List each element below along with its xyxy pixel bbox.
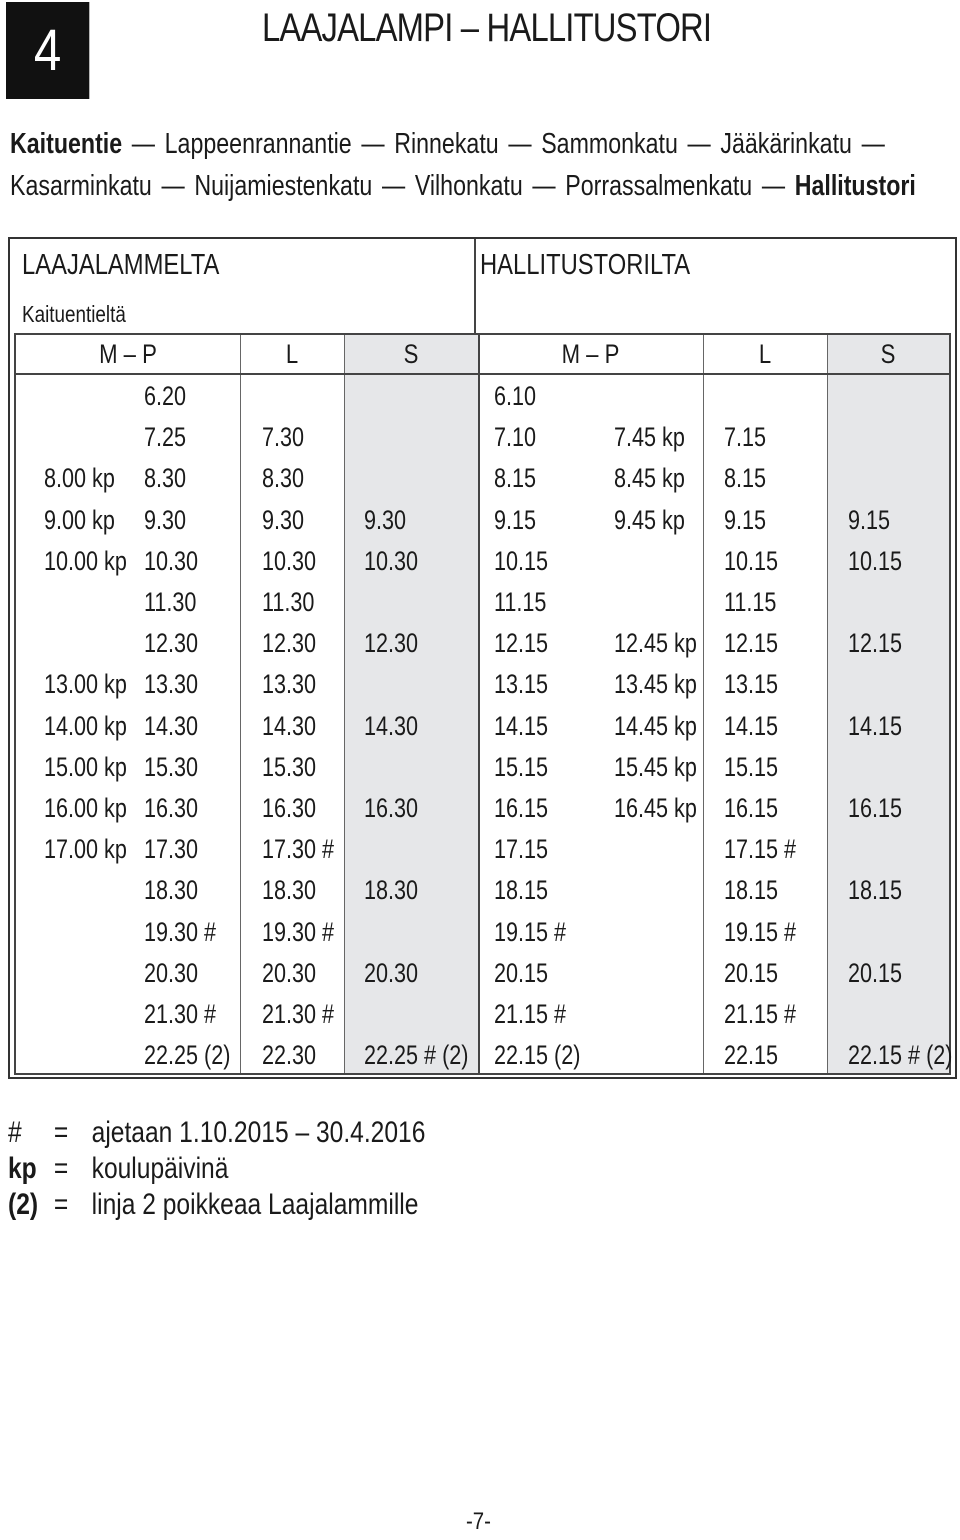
departure-time: 9.15 [494, 504, 537, 535]
day-label: S [880, 339, 896, 369]
street-separator: — [681, 128, 718, 160]
departure-time: 14.00 kp [44, 710, 127, 741]
legend-equals: = [53, 1188, 69, 1221]
street-separator: — [155, 170, 192, 202]
departure-time: 17.15 # [724, 834, 797, 865]
departure-time: 13.30 [262, 669, 317, 700]
legend-symbol: kp [8, 1152, 37, 1185]
departure-time: 11.15 [724, 587, 777, 617]
departure-time: 15.15 [724, 751, 779, 782]
departure-time: 21.15 # [724, 999, 797, 1029]
departure-time: 17.15 [494, 834, 549, 865]
departure-time: 20.15 [724, 957, 779, 988]
departure-time: 13.30 [144, 669, 199, 700]
departure-time: 10.00 kp [44, 545, 127, 576]
departure-time: 7.10 [494, 422, 537, 453]
departure-time: 12.15 [724, 628, 779, 659]
departure-time: 17.30 # [262, 834, 335, 865]
departure-time: 8.45 kp [614, 463, 685, 494]
departure-time: 15.45 kp [614, 751, 697, 782]
legend [8, 1115, 425, 1223]
departure-time: 7.45 kp [614, 422, 685, 453]
departure-time: 20.30 [144, 957, 199, 988]
departure-time: 18.30 [262, 875, 317, 906]
departure-time: 8.30 [144, 463, 187, 494]
legend-text: koulupäivinä [91, 1152, 229, 1185]
departure-time: 8.00 kp [44, 463, 115, 494]
departure-time: 18.15 [848, 875, 903, 906]
street-name: Kaituentie [10, 128, 123, 160]
departure-time: 18.15 [724, 875, 779, 906]
departure-time: 13.15 [494, 669, 549, 700]
departure-time: 12.15 [848, 628, 903, 659]
departure-time: 16.00 kp [44, 793, 127, 823]
departure-time: 9.30 [364, 504, 407, 535]
departure-time: 15.30 [144, 751, 199, 782]
departure-time: 9.15 [724, 504, 767, 535]
departure-time: 14.45 kp [614, 710, 697, 741]
departure-time: 9.30 [262, 504, 305, 535]
legend-equals: = [53, 1116, 69, 1149]
departure-time: 16.30 [262, 793, 317, 823]
departure-time: 16.30 [364, 793, 419, 823]
departure-time: 12.45 kp [614, 628, 697, 659]
departure-time: 10.30 [144, 545, 199, 576]
departure-time: 19.30 # [144, 916, 217, 947]
departure-time: 10.15 [494, 545, 549, 576]
departure-time: 22.15 # (2) [848, 1040, 953, 1071]
legend-equals: = [53, 1152, 69, 1185]
departure-time: 9.45 kp [614, 504, 685, 535]
street-line-2 [10, 165, 916, 207]
route-number-badge [6, 2, 89, 99]
street-name: Vilhonkatu [414, 170, 523, 202]
departure-time: 11.30 [144, 587, 197, 617]
street-name: Lappeenrannantie [164, 128, 352, 160]
legend-item [8, 1115, 425, 1151]
departure-time: 22.30 [262, 1040, 317, 1071]
departure-time: 7.25 [144, 422, 187, 453]
departure-time: 19.15 # [724, 916, 797, 947]
departure-time: 22.15 (2) [494, 1040, 581, 1071]
day-label: M – P [99, 339, 157, 369]
departure-time: 10.30 [262, 545, 317, 576]
header-left-title: LAAJALAMMELTA [22, 249, 220, 281]
street-name: Kasarminkatu [10, 170, 152, 202]
legend-text: ajetaan 1.10.2015 – 30.4.2016 [91, 1116, 426, 1149]
street-name: Sammonkatu [541, 128, 678, 160]
departure-time: 12.30 [144, 628, 199, 659]
departure-time: 14.15 [724, 710, 779, 741]
departure-time: 12.30 [364, 628, 419, 659]
departure-time: 22.25 (2) [144, 1040, 231, 1071]
day-label: L [285, 339, 299, 369]
departure-time: 20.15 [494, 957, 549, 988]
departure-time: 13.15 [724, 669, 779, 700]
departure-time: 15.30 [262, 751, 317, 782]
departure-time: 7.30 [262, 422, 305, 453]
departure-time: 12.30 [262, 628, 317, 659]
departure-time: 18.30 [364, 875, 419, 906]
departure-time: 18.15 [494, 875, 549, 906]
departure-time: 21.15 # [494, 999, 567, 1029]
route-number: 4 [33, 18, 62, 83]
street-name: Porrassalmenkatu [565, 170, 753, 202]
departure-time: 6.20 [144, 381, 187, 411]
street-separator: — [354, 128, 392, 160]
departure-time: 8.15 [494, 463, 537, 494]
street-name: Rinnekatu [394, 128, 499, 160]
legend-item [8, 1187, 425, 1223]
header-left-subtitle: Kaituentieltä [22, 301, 126, 327]
route-title: LAAJALAMPI – HALLITUSTORI [262, 6, 712, 50]
departure-time: 8.30 [262, 463, 305, 494]
header-from-laajalampi [16, 239, 476, 333]
departure-time: 16.15 [724, 793, 779, 823]
page-number: -7- [466, 1508, 491, 1535]
departure-time: 19.30 # [262, 916, 335, 947]
departure-time: 9.00 kp [44, 504, 115, 535]
departure-time: 13.45 kp [614, 669, 697, 700]
departure-time: 10.30 [364, 545, 419, 576]
departure-time: 10.15 [848, 545, 903, 576]
departure-time: 14.30 [144, 710, 199, 741]
departure-time: 17.30 [144, 834, 199, 865]
departure-time: 9.15 [848, 504, 891, 535]
timetable [8, 237, 957, 1079]
street-name: Nuijamiestenkatu [194, 170, 373, 202]
departure-time: 9.30 [144, 504, 187, 535]
header-from-hallitustori [474, 239, 949, 333]
departure-time: 19.15 # [494, 916, 567, 947]
legend-text: linja 2 poikkeaa Laajalammille [91, 1188, 419, 1221]
departure-time: 16.45 kp [614, 793, 697, 823]
departure-time: 20.30 [364, 957, 419, 988]
departure-time: 11.30 [262, 587, 315, 617]
departure-time: 6.10 [494, 381, 537, 411]
day-label: S [403, 339, 419, 369]
departure-time: 11.15 [494, 587, 547, 617]
street-list [10, 123, 916, 207]
day-label: L [758, 339, 772, 369]
street-separator: — [525, 170, 563, 202]
departure-time: 16.15 [848, 793, 903, 823]
departure-time: 21.30 # [262, 999, 335, 1029]
street-separator: — [375, 170, 412, 202]
street-name: Hallitustori [794, 170, 916, 202]
departure-time: 10.15 [724, 545, 779, 576]
departure-time: 13.00 kp [44, 669, 127, 700]
col-lt-mp [16, 335, 240, 1073]
departure-time: 16.30 [144, 793, 199, 823]
departure-time: 14.15 [848, 710, 903, 741]
legend-symbol: (2) [8, 1188, 39, 1221]
legend-item [8, 1151, 425, 1187]
departure-time: 22.25 # (2) [364, 1040, 469, 1071]
header-right-title: HALLITUSTORILTA [480, 249, 691, 281]
street-separator: — [855, 128, 885, 160]
street-separator: — [755, 170, 792, 202]
departure-time: 8.15 [724, 463, 767, 494]
day-header-row [16, 335, 949, 375]
departure-time: 16.15 [494, 793, 549, 823]
departure-time: 21.30 # [144, 999, 217, 1029]
departure-time: 14.15 [494, 710, 549, 741]
day-label: M – P [561, 339, 620, 369]
street-name: Jääkärinkatu [720, 128, 852, 160]
street-line-1 [10, 123, 916, 165]
departure-time: 14.30 [364, 710, 419, 741]
timetable-grid [14, 333, 951, 1075]
departure-time: 20.30 [262, 957, 317, 988]
departure-time: 7.15 [724, 422, 767, 453]
departure-time: 15.15 [494, 751, 549, 782]
street-separator: — [125, 128, 162, 160]
departure-time: 12.15 [494, 628, 549, 659]
departure-time: 20.15 [848, 957, 903, 988]
street-separator: — [501, 128, 538, 160]
legend-symbol: # [8, 1116, 22, 1149]
departure-time: 15.00 kp [44, 751, 127, 782]
departure-time: 14.30 [262, 710, 317, 741]
departure-time: 22.15 [724, 1040, 779, 1071]
departure-time: 17.00 kp [44, 834, 127, 865]
departure-time: 18.30 [144, 875, 199, 906]
